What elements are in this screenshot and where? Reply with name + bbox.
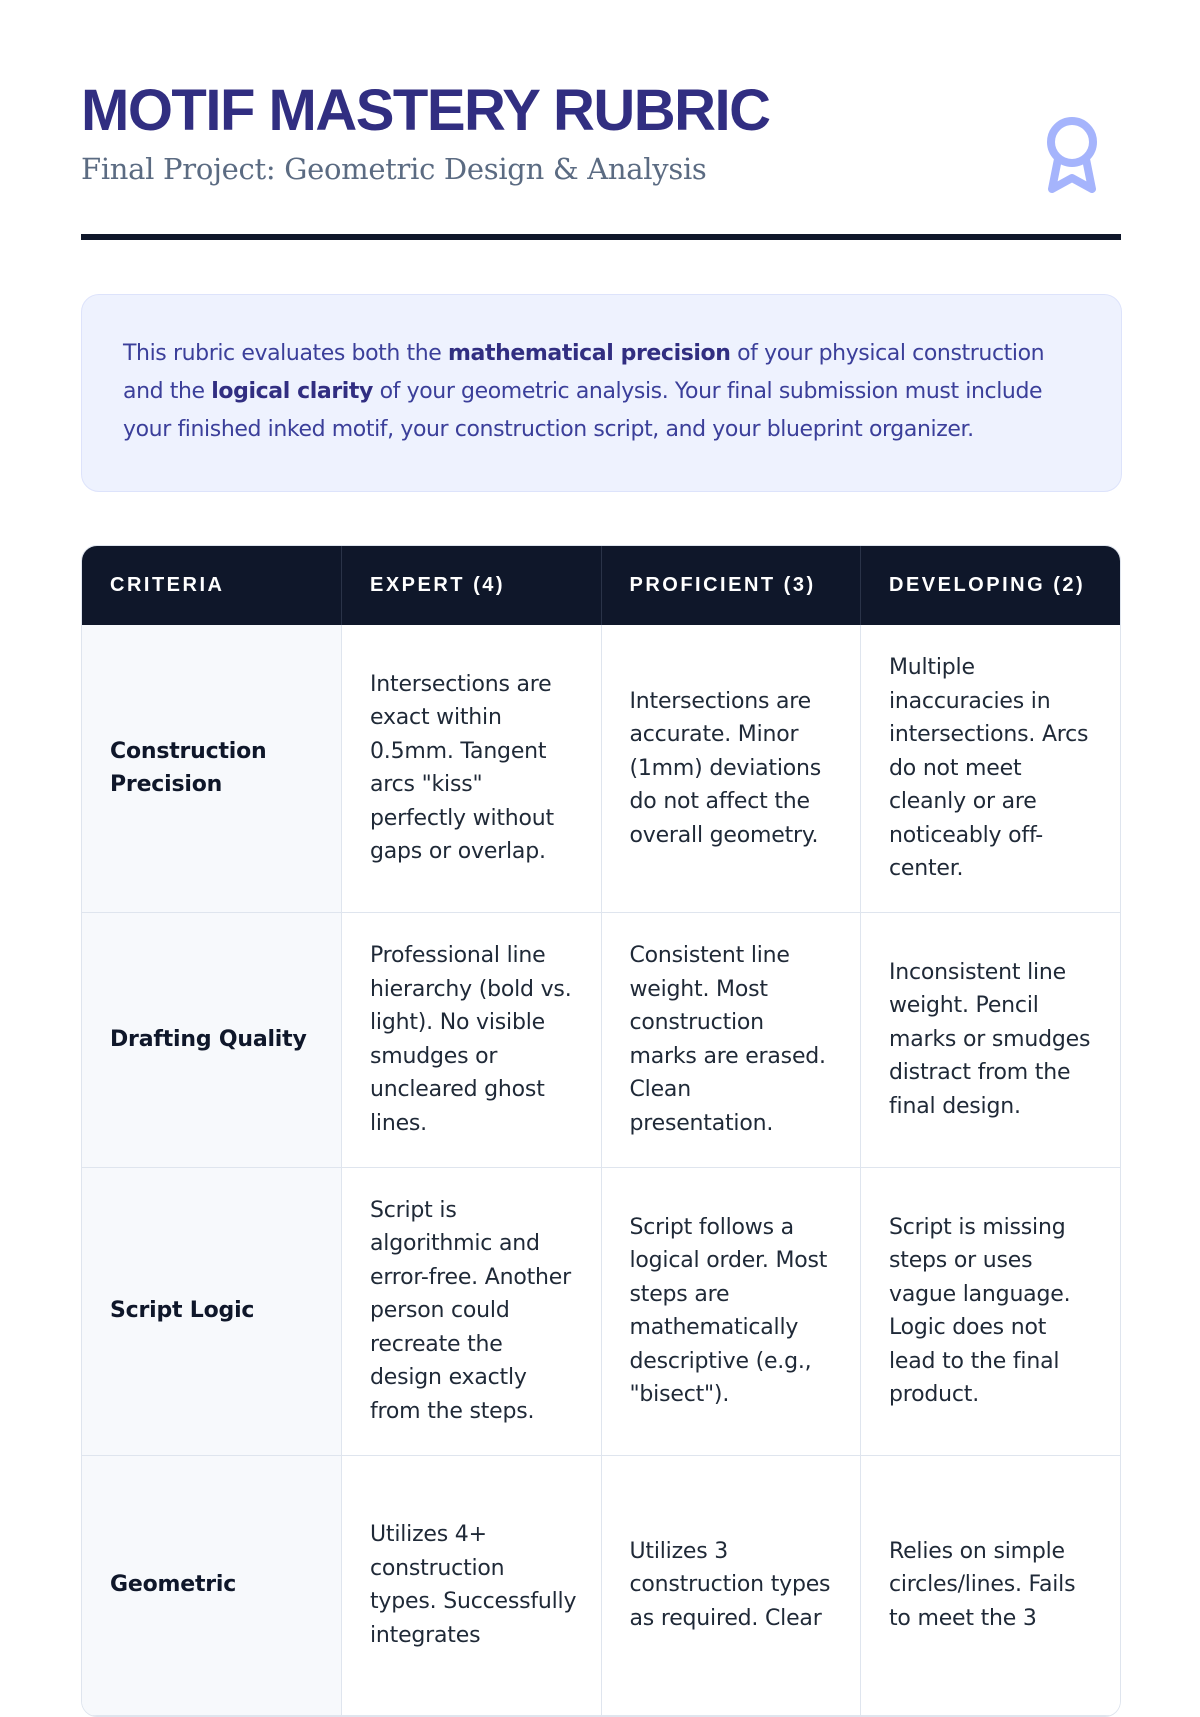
header-expert: EXPERT (4) bbox=[342, 546, 602, 625]
expert-cell: Intersections are exact within 0.5mm. Tangent arcs "kiss" perfectly without gaps or overlap. bbox=[342, 625, 602, 912]
intro-emphasis-clarity: logical clarity bbox=[211, 379, 373, 404]
header-criteria: CRITERIA bbox=[82, 546, 342, 625]
intro-text-part2: of your physical construction and the bbox=[123, 341, 1045, 404]
rubric-table bbox=[82, 546, 1120, 1716]
developing-cell: Script is missing steps or uses vague language. Logic does not lead to the final product. bbox=[861, 1167, 1121, 1455]
rubric-page bbox=[81, 0, 1121, 1648]
page-subtitle: Final Project: Geometric Design & Analysis bbox=[81, 152, 707, 186]
header-developing: DEVELOPING (2) bbox=[861, 546, 1121, 625]
table-row bbox=[82, 1167, 1120, 1455]
intro-text-part1: This rubric evaluates both the bbox=[123, 341, 449, 366]
page-title: MOTIF MASTERY RUBRIC bbox=[81, 78, 770, 143]
criteria-cell: Drafting Quality bbox=[82, 912, 342, 1167]
header-proficient: PROFICIENT (3) bbox=[601, 546, 861, 625]
table-row bbox=[82, 625, 1120, 912]
developing-cell: Multiple inaccuracies in intersections. Arcs do not meet cleanly or are noticeably off-center. bbox=[861, 625, 1121, 912]
developing-cell: Inconsistent line weight. Pencil marks or smudges distract from the final design. bbox=[861, 912, 1121, 1167]
intro-emphasis-precision: mathematical precision bbox=[448, 341, 731, 366]
criteria-cell: Geometric bbox=[82, 1455, 342, 1715]
intro-callout bbox=[81, 294, 1122, 492]
page-header bbox=[81, 0, 1121, 242]
expert-cell: Utilizes 4+ construction types. Successfully integrates bbox=[342, 1455, 602, 1715]
proficient-cell: Utilizes 3 construction types as required. Clear bbox=[601, 1455, 861, 1715]
proficient-cell: Intersections are accurate. Minor (1mm) deviations do not affect the overall geometry. bbox=[601, 625, 861, 912]
intro-text-part3: of your geometric analysis. Your final submission must include your finished inked motif, your construction script, and your blueprint organizer. bbox=[123, 379, 1043, 442]
proficient-cell: Script follows a logical order. Most steps are mathematically descriptive (e.g., "bisect"). bbox=[601, 1167, 861, 1455]
header-divider bbox=[81, 234, 1121, 240]
table-row bbox=[82, 1455, 1120, 1715]
criteria-cell: Script Logic bbox=[82, 1167, 342, 1455]
developing-cell: Relies on simple circles/lines. Fails to meet the 3 bbox=[861, 1455, 1121, 1715]
proficient-cell: Consistent line weight. Most construction marks are erased. Clean presentation. bbox=[601, 912, 861, 1167]
expert-cell: Professional line hierarchy (bold vs. light). No visible smudges or uncleared ghost lines. bbox=[342, 912, 602, 1167]
expert-cell: Script is algorithmic and error-free. Another person could recreate the design exactly from the steps. bbox=[342, 1167, 602, 1455]
criteria-cell: Construction Precision bbox=[82, 625, 342, 912]
award-ribbon-icon bbox=[1045, 115, 1099, 193]
rubric-table-container bbox=[81, 545, 1121, 1717]
table-row bbox=[82, 912, 1120, 1167]
rubric-header-row bbox=[82, 546, 1120, 625]
